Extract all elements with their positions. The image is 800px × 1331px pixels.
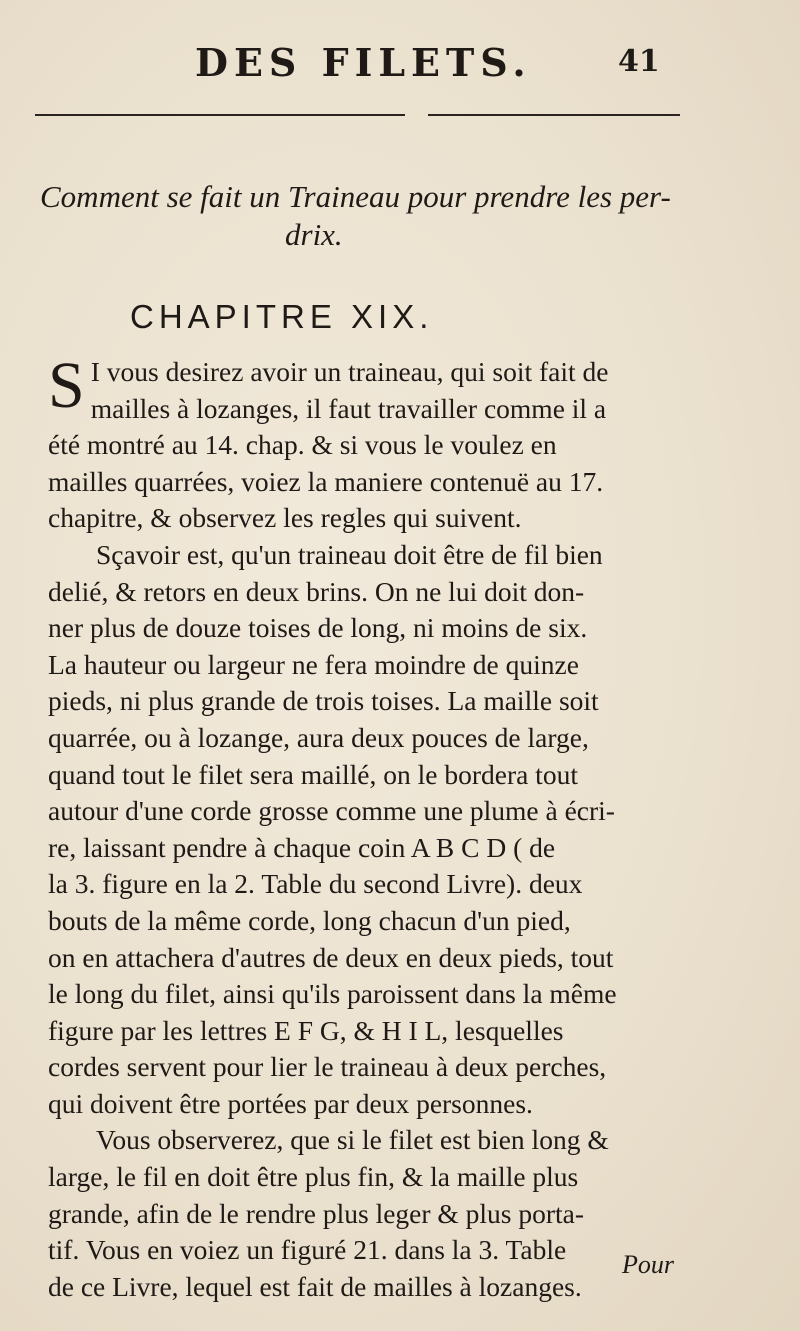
- text-line: grande, afin de le rendre plus leger & plus porta-: [48, 1197, 585, 1229]
- section-title-line-2: drix.: [285, 217, 343, 252]
- text-line: été montré au 14. chap. & si vous le voulez en: [48, 429, 557, 461]
- section-title: [40, 178, 740, 254]
- catchword: Pour: [622, 1250, 674, 1279]
- text-line: qui doivent être portées par deux personnes.: [48, 1087, 533, 1119]
- chapter-heading: CHAPITRE XIX.: [130, 298, 434, 335]
- text-line: chapitre, & observez les regles qui suivent.: [48, 502, 522, 534]
- text-line: I vous desirez avoir un traineau, qui soit fait de: [90, 356, 609, 387]
- page-number: 41: [618, 44, 660, 79]
- text-line: de ce Livre, lequel est fait de mailles à lozanges.: [48, 1270, 582, 1302]
- section-title-line-1: Comment se fait un Traineau pour prendre les per-: [40, 179, 671, 214]
- text-line: large, le fil en doit être plus fin, & la maille plus: [48, 1161, 579, 1193]
- body-text: [48, 349, 748, 1305]
- text-line: pieds, ni plus grande de trois toises. La maille soit: [48, 685, 599, 717]
- text-line: cordes servent pour lier le traineau à deux perches,: [48, 1051, 607, 1083]
- text-line: La hauteur ou largeur ne fera moindre de quinze: [48, 648, 579, 680]
- page-header: [195, 40, 675, 88]
- header-rule-right: [428, 114, 680, 116]
- drop-cap: S: [48, 349, 85, 422]
- text-line: la 3. figure en la 2. Table du second Livre). deux: [48, 868, 583, 900]
- text-line: quand tout le filet sera maillé, on le bordera tout: [48, 758, 578, 790]
- text-line: ner plus de douze toises de long, ni moins de six.: [48, 612, 588, 644]
- text-line: mailles à lozanges, il faut travailler comme il a: [90, 392, 607, 424]
- text-line: bouts de la même corde, long chacun d'un pied,: [48, 904, 571, 936]
- text-line: Sçavoir est, qu'un traineau doit être de fil bien: [96, 538, 603, 570]
- header-rule-left: [35, 114, 405, 116]
- text-line: autour d'une corde grosse comme une plume à écri-: [48, 795, 615, 827]
- text-line: tif. Vous en voiez un figuré 21. dans la 3. Table: [48, 1234, 567, 1266]
- text-line: mailles quarrées, voiez la maniere contenuë au 17.: [48, 465, 604, 497]
- text-line: quarrée, ou à lozange, aura deux pouces de large,: [48, 721, 589, 753]
- text-line: delié, & retors en deux brins. On ne lui doit don-: [48, 575, 585, 607]
- text-line: Vous observerez, que si le filet est bien long &: [96, 1124, 609, 1156]
- text-line: figure par les lettres E F G, & H I L, lesquelles: [48, 1014, 564, 1046]
- text-line: on en attachera d'autres de deux en deux pieds, tout: [48, 941, 614, 973]
- text-line: re, laissant pendre à chaque coin A B C D ( de: [48, 831, 556, 863]
- running-head: DES FILETS.: [195, 40, 532, 85]
- text-line: le long du filet, ainsi qu'ils paroissent dans la même: [48, 978, 617, 1010]
